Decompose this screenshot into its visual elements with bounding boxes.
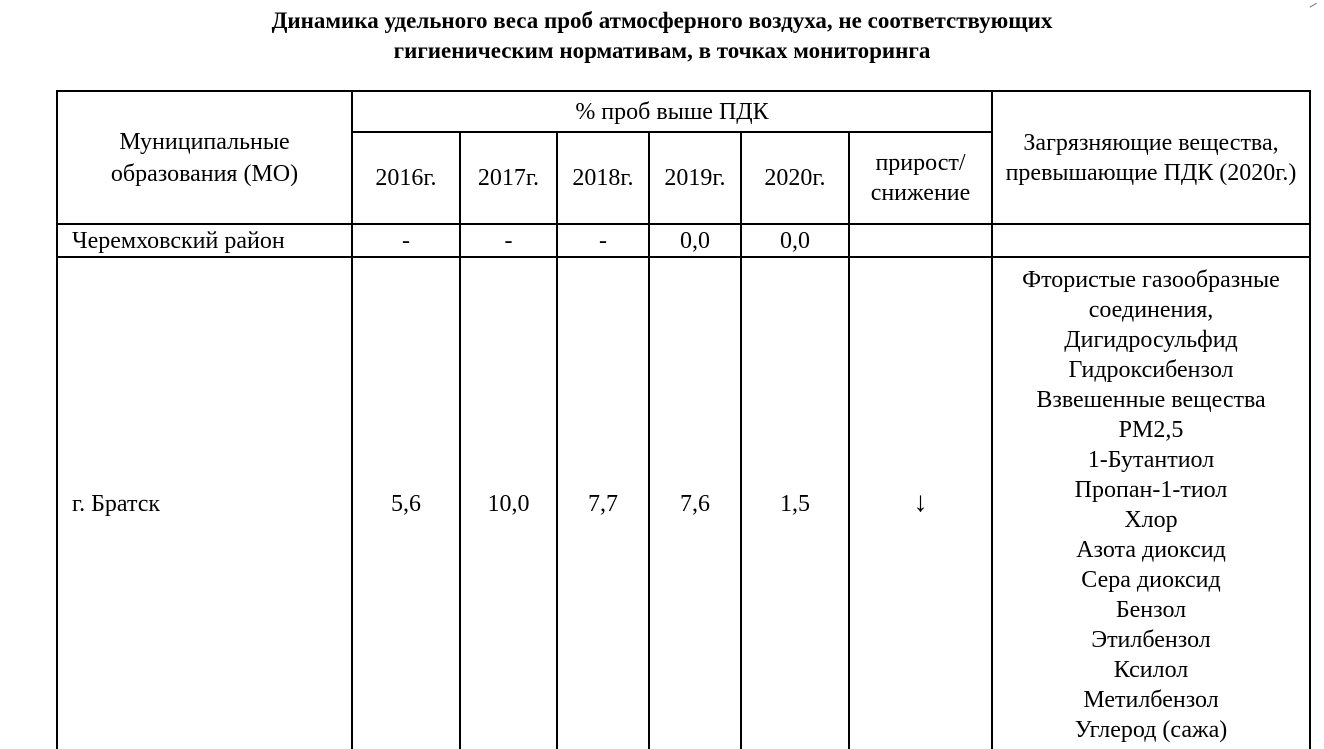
pollutant-item: Метилбензол bbox=[1083, 686, 1219, 713]
header-year: 2016г. bbox=[352, 132, 460, 224]
header-trend: прирост/ снижение bbox=[849, 132, 992, 224]
row-value: - bbox=[557, 224, 649, 257]
title-line-1: Динамика удельного веса проб атмосферного воздуха, не соответствующих bbox=[271, 8, 1053, 33]
header-mo: Муниципальные образования (МО) bbox=[57, 91, 352, 224]
arrow-down-icon: ↓ bbox=[913, 487, 928, 518]
pollutant-item: Хлор bbox=[1124, 506, 1178, 533]
header-pollutants: Загрязняющие вещества, превышающие ПДК (2020г.) bbox=[992, 91, 1310, 224]
row-value: - bbox=[352, 224, 460, 257]
row-value: 5,6 bbox=[352, 257, 460, 749]
header-year: 2017г. bbox=[460, 132, 557, 224]
row-value: 1,5 bbox=[741, 257, 849, 749]
pollutant-item: Азота диоксид bbox=[1076, 536, 1226, 563]
pollutant-item: РМ2,5 bbox=[1118, 416, 1184, 443]
pollutant-item: Углерод (сажа) bbox=[1074, 716, 1228, 743]
title-line-2: гигиеническим нормативам, в точках мониторинга bbox=[393, 38, 931, 63]
row-value: 7,7 bbox=[557, 257, 649, 749]
row-value: 0,0 bbox=[741, 224, 849, 257]
pollution-table bbox=[56, 90, 1311, 749]
row-pollutants bbox=[992, 257, 1310, 749]
row-trend bbox=[849, 257, 992, 749]
pollutant-item: Гидроксибензол bbox=[1068, 356, 1234, 383]
table-row bbox=[57, 224, 1310, 257]
row-pollutants bbox=[992, 224, 1310, 257]
pollutant-item: Дигидросульфид bbox=[1064, 326, 1238, 353]
header-year: 2018г. bbox=[557, 132, 649, 224]
header-year: 2019г. bbox=[649, 132, 741, 224]
row-value: - bbox=[460, 224, 557, 257]
pollutant-item: Пропан-1-тиол bbox=[1074, 476, 1228, 503]
pollutant-item: Фтористые газообразные bbox=[1022, 266, 1280, 293]
pollutant-item: Ксилол bbox=[1113, 656, 1189, 683]
pollutant-item: Этилбензол bbox=[1091, 626, 1211, 653]
pollutant-item: 1-Бутантиол bbox=[1087, 446, 1215, 473]
row-value: 7,6 bbox=[649, 257, 741, 749]
row-trend bbox=[849, 224, 992, 257]
row-name: Черемховский район bbox=[57, 224, 352, 257]
table-row bbox=[57, 257, 1310, 749]
header-year: 2020г. bbox=[741, 132, 849, 224]
row-value: 0,0 bbox=[649, 224, 741, 257]
row-name: г. Братск bbox=[57, 257, 352, 749]
pollutant-item: Сера диоксид bbox=[1081, 566, 1221, 593]
document-title bbox=[0, 6, 1324, 66]
pollutant-item: соединения, bbox=[1088, 296, 1214, 323]
pollutant-item: Взвешенные вещества bbox=[1036, 386, 1266, 413]
header-percent-group: % проб выше ПДК bbox=[352, 91, 992, 132]
pollutant-item: Бензол bbox=[1115, 596, 1187, 623]
row-value: 10,0 bbox=[460, 257, 557, 749]
